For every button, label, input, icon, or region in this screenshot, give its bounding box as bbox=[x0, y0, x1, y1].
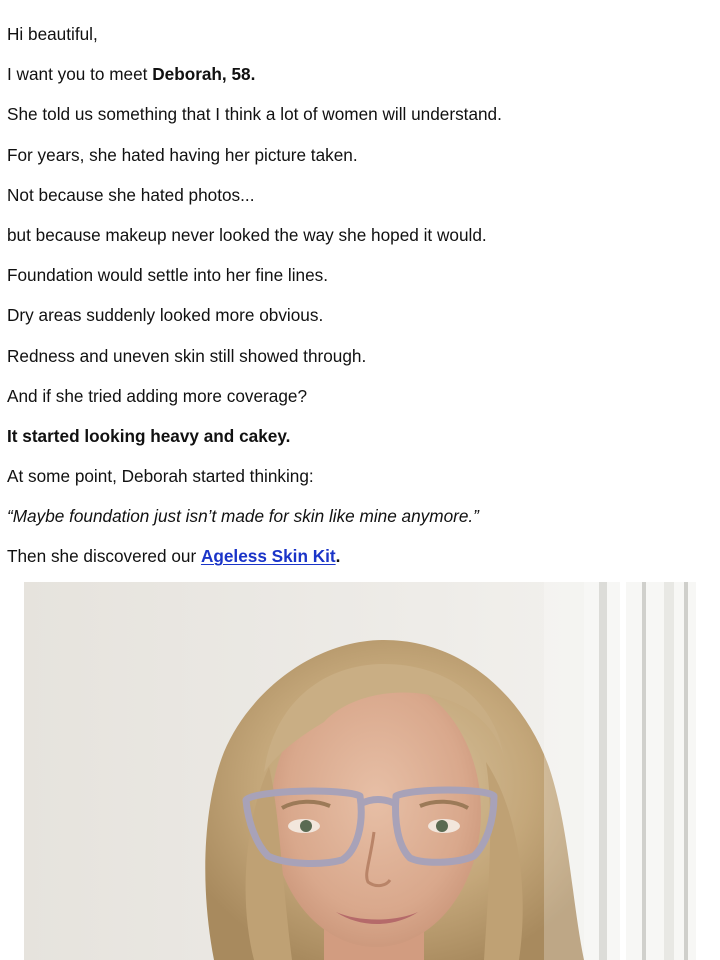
bold-line bbox=[7, 424, 707, 448]
body-line: Not because she hated photos... bbox=[7, 184, 255, 205]
body-line: For years, she hated having her picture taken. bbox=[7, 144, 358, 165]
greeting-text: Hi beautiful, bbox=[7, 24, 98, 44]
quote-line bbox=[7, 504, 707, 528]
body-line: Dry areas suddenly looked more obvious. bbox=[7, 305, 324, 326]
portrait-photo-icon bbox=[24, 582, 696, 960]
body-line: Redness and uneven skin still showed through. bbox=[7, 345, 367, 366]
thinking-line: At some point, Deborah started thinking: bbox=[7, 466, 314, 487]
greeting bbox=[7, 22, 707, 46]
intro-prefix: I want you to meet bbox=[7, 64, 153, 85]
deborah-portrait-photo bbox=[24, 582, 696, 960]
ageless-skin-kit-link[interactable]: Ageless Skin Kit bbox=[200, 546, 336, 567]
intro-name: Deborah, 58. bbox=[152, 64, 256, 85]
body-line: She told us something that I think a lot of women will understand. bbox=[7, 104, 502, 125]
cta-prefix: Then she discovered our bbox=[7, 546, 201, 567]
email-body bbox=[7, 22, 707, 585]
intro-line bbox=[7, 62, 707, 86]
quote-text: “Maybe foundation just isn’t made for skin like mine anymore.” bbox=[7, 506, 479, 527]
body-line: Foundation would settle into her fine lines. bbox=[7, 265, 329, 286]
cta-line bbox=[7, 544, 707, 568]
body-line: but because makeup never looked the way she hoped it would. bbox=[7, 224, 487, 245]
bold-line-text: It started looking heavy and cakey. bbox=[7, 425, 291, 446]
body-line: And if she tried adding more coverage? bbox=[7, 385, 308, 406]
cta-suffix: . bbox=[335, 546, 341, 567]
